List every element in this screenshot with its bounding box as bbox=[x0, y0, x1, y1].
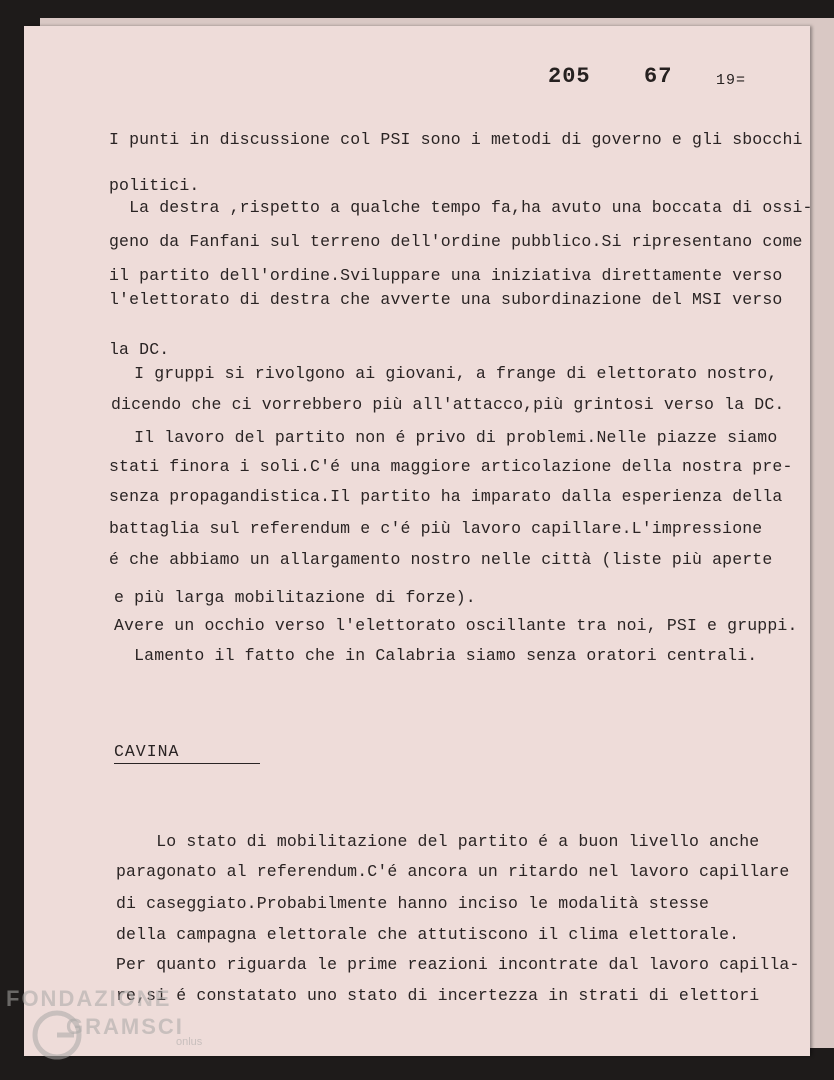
page-number-left: 205 bbox=[548, 64, 591, 89]
watermark-logo-icon bbox=[30, 1008, 84, 1062]
text-line: l'elettorato di destra che avverte una subordinazione del MSI verso bbox=[109, 290, 783, 309]
text-line: politici. bbox=[109, 176, 200, 195]
text-line: é che abbiamo un allargamento nostro nelle città (liste più aperte bbox=[109, 550, 773, 569]
text-line: battaglia sul referendum e c'é più lavoro capillare.L'impressione bbox=[109, 519, 763, 538]
text-line: dicendo che ci vorrebbero più all'attacco,più grintosi verso la DC. bbox=[111, 395, 785, 414]
text-line: Lamento il fatto che in Calabria siamo senza oratori centrali. bbox=[114, 646, 758, 665]
text-line: il partito dell'ordine.Sviluppare una iniziativa direttamente verso bbox=[109, 266, 783, 285]
text-line: geno da Fanfani sul terreno dell'ordine pubblico.Si ripresentano come bbox=[109, 232, 803, 251]
text-line: I punti in discussione col PSI sono i metodi di governo e gli sbocchi bbox=[109, 130, 803, 149]
text-line: La destra ,rispetto a qualche tempo fa,ha avuto una boccata di ossi- bbox=[109, 198, 813, 217]
text-line: stati finora i soli.C'é una maggiore articolazione della nostra pre- bbox=[109, 457, 793, 476]
watermark-line-2: GRAMSCI bbox=[66, 1014, 184, 1039]
text-line: re,si é constatato uno stato di incertezza in strati di elettori bbox=[116, 986, 760, 1005]
text-line: I gruppi si rivolgono ai giovani, a frange di elettorato nostro, bbox=[114, 364, 778, 383]
text-line: di caseggiato.Probabilmente hanno inciso le modalità stesse bbox=[116, 894, 710, 913]
text-line: Per quanto riguarda le prime reazioni incontrate dal lavoro capilla- bbox=[116, 955, 800, 974]
text-line: Avere un occhio verso l'elettorato oscillante tra noi, PSI e gruppi. bbox=[114, 616, 798, 635]
text-line: la DC. bbox=[109, 340, 170, 359]
text-line: paragonato al referendum.C'é ancora un ritardo nel lavoro capillare bbox=[116, 862, 790, 881]
text-line: Il lavoro del partito non é privo di problemi.Nelle piazze siamo bbox=[114, 428, 778, 447]
text-line: Lo stato di mobilitazione del partito é a buon livello anche bbox=[116, 832, 760, 851]
page-number-right: 67 bbox=[644, 64, 673, 89]
text-line: e più larga mobilitazione di forze). bbox=[114, 588, 476, 607]
watermark-line-1: FONDAZIONE bbox=[6, 986, 172, 1011]
text-line: della campagna elettorale che attutiscono il clima elettorale. bbox=[116, 925, 740, 944]
text-line: senza propagandistica.Il partito ha imparato dalla esperienza della bbox=[109, 487, 783, 506]
watermark-line-3: onlus bbox=[176, 1036, 203, 1048]
page-note: 19= bbox=[716, 72, 747, 89]
section-heading: CAVINA bbox=[114, 742, 260, 764]
